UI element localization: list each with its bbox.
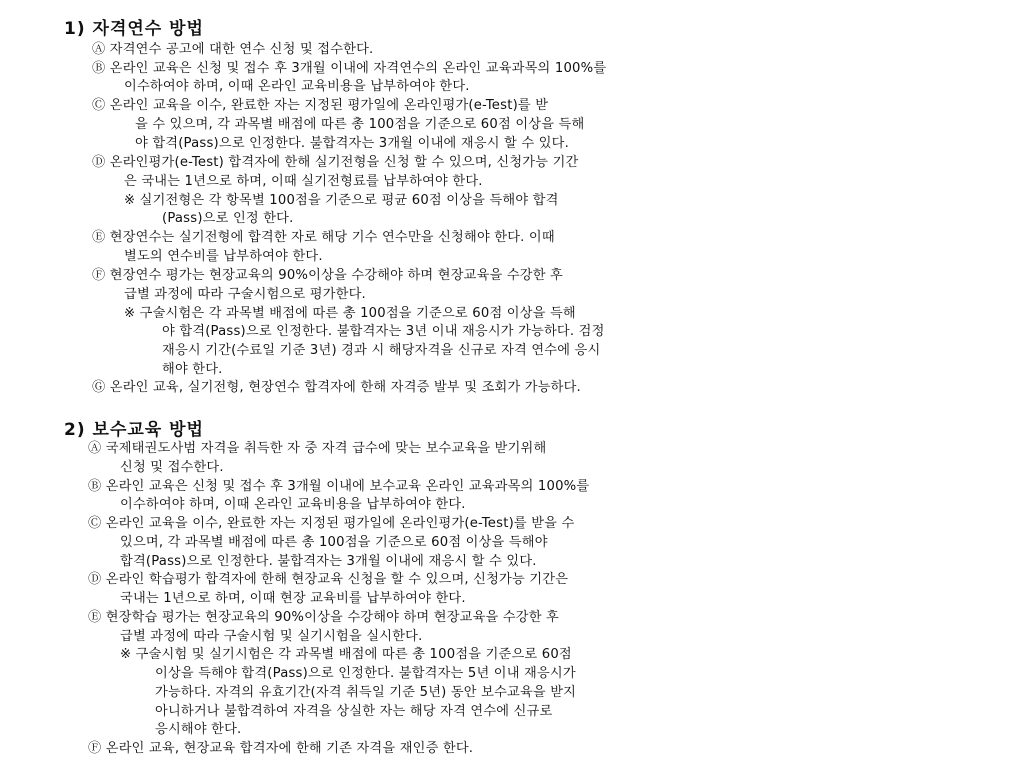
s1-item-f-note-cont: 재응시 기간(수료일 기준 3년) 경과 시 해당자격을 신규로 자격 연수에 응시 xyxy=(162,343,601,358)
s1-item-c-cont: 을 수 있으며, 각 과목별 배점에 따른 총 100점을 기준으로 60점 이상을 득해 xyxy=(135,117,585,132)
s2-item-e-note-cont: 가능하다. 자격의 유효기간(자격 취득일 기준 5년) 동안 보수교육을 받지 xyxy=(155,685,577,700)
s1-item-f-cont: 급별 과정에 따라 구술시험으로 평가한다. xyxy=(124,287,366,302)
s2-item-e-note-cont: 아니하거나 불합격하여 자격을 상실한 자는 해당 자격 연수에 신규로 xyxy=(155,704,553,719)
s2-item-c-cont: 있으며, 각 과목별 배점에 따른 총 100점을 기준으로 60점 이상을 득해야 xyxy=(120,535,548,550)
s1-item-d: Ⓓ 온라인평가(e-Test) 합격자에 한해 실기전형을 신청 할 수 있으며, 신청가능 기간 xyxy=(92,155,579,170)
s1-item-d-cont: 은 국내는 1년으로 하며, 이때 실기전형료를 납부하여야 한다. xyxy=(124,174,483,189)
s1-item-f: Ⓕ 현장연수 평가는 현장교육의 90%이상을 수강해야 하며 현장교육을 수강한 후 xyxy=(92,268,563,283)
s2-item-a-cont: 신청 및 접수한다. xyxy=(120,460,224,475)
s1-item-b-cont: 이수하여야 하며, 이때 온라인 교육비용을 납부하여야 한다. xyxy=(124,79,470,94)
s2-item-d: Ⓓ 온라인 학습평가 합격자에 한해 현장교육 신청을 할 수 있으며, 신청가능 기간은 xyxy=(88,572,569,587)
s2-item-e: Ⓔ 현장학습 평가는 현장교육의 90%이상을 수강해야 하며 현장교육을 수강한 후 xyxy=(88,610,559,625)
s1-item-a: Ⓐ 자격연수 공고에 대한 연수 신청 및 접수한다. xyxy=(92,42,374,57)
section-2-title: 2) 보수교육 방법 xyxy=(64,420,204,440)
s2-item-b: Ⓑ 온라인 교육은 신청 및 접수 후 3개월 이내에 보수교육 온라인 교육과목의 100%를 xyxy=(88,479,590,494)
s2-item-c: Ⓒ 온라인 교육을 이수, 완료한 자는 지정된 평가일에 온라인평가(e-Test)를 받을 수 xyxy=(88,516,575,531)
section-1-title: 1) 자격연수 방법 xyxy=(64,19,204,39)
s2-item-a: Ⓐ 국제태권도사범 자격을 취득한 자 중 자격 급수에 맞는 보수교육을 받기위해 xyxy=(88,441,547,456)
s1-item-b: Ⓑ 온라인 교육은 신청 및 접수 후 3개월 이내에 자격연수의 온라인 교육과목의 100%를 xyxy=(92,61,607,76)
s1-item-d-note: ※ 실기전형은 각 항목별 100점을 기준으로 평균 60점 이상을 득해야 합격 xyxy=(124,193,559,208)
s2-item-e-note-cont: 이상을 득해야 합격(Pass)으로 인정한다. 불합격자는 5년 이내 재응시가 xyxy=(155,666,576,681)
s1-item-f-note-cont: 해야 한다. xyxy=(162,362,223,377)
s1-item-f-note: ※ 구술시험은 각 과목별 배점에 따른 총 100점을 기준으로 60점 이상을 득해 xyxy=(124,306,576,321)
s2-item-e-cont: 급별 과정에 따라 구술시험 및 실기시험을 실시한다. xyxy=(120,629,423,644)
s1-item-e: Ⓔ 현장연수는 실기전형에 합격한 자로 해당 기수 연수만을 신청해야 한다. 이때 xyxy=(92,230,555,245)
s1-item-c: Ⓒ 온라인 교육을 이수, 완료한 자는 지정된 평가일에 온라인평가(e-Test)를 받 xyxy=(92,98,549,113)
s2-item-e-note-cont: 응시해야 한다. xyxy=(155,722,242,737)
s2-item-e-note: ※ 구술시험 및 실기시험은 각 과목별 배점에 따른 총 100점을 기준으로 60점 xyxy=(120,647,572,662)
s2-item-c-cont: 합격(Pass)으로 인정한다. 불합격자는 3개월 이내에 재응시 할 수 있다. xyxy=(120,554,537,569)
s1-item-f-note-cont: 야 합격(Pass)으로 인정한다. 불합격자는 3년 이내 재응시가 가능하다. 검정 xyxy=(162,324,605,339)
s1-item-c-cont: 야 합격(Pass)으로 인정한다. 불합격자는 3개월 이내에 재응시 할 수 있다. xyxy=(135,136,569,151)
s2-item-b-cont: 이수하여야 하며, 이때 온라인 교육비용을 납부하여야 한다. xyxy=(120,497,466,512)
s1-item-e-cont: 별도의 연수비를 납부하여야 한다. xyxy=(124,249,323,264)
s1-item-d-note-cont: (Pass)으로 인정 한다. xyxy=(162,211,294,226)
s2-item-f: Ⓕ 온라인 교육, 현장교육 합격자에 한해 기존 자격을 재인증 한다. xyxy=(88,741,474,756)
s2-item-d-cont: 국내는 1년으로 하며, 이때 현장 교육비를 납부하여야 한다. xyxy=(120,591,466,606)
s1-item-g: Ⓖ 온라인 교육, 실기전형, 현장연수 합격자에 한해 자격증 발부 및 조회가 가능하다. xyxy=(92,380,581,395)
